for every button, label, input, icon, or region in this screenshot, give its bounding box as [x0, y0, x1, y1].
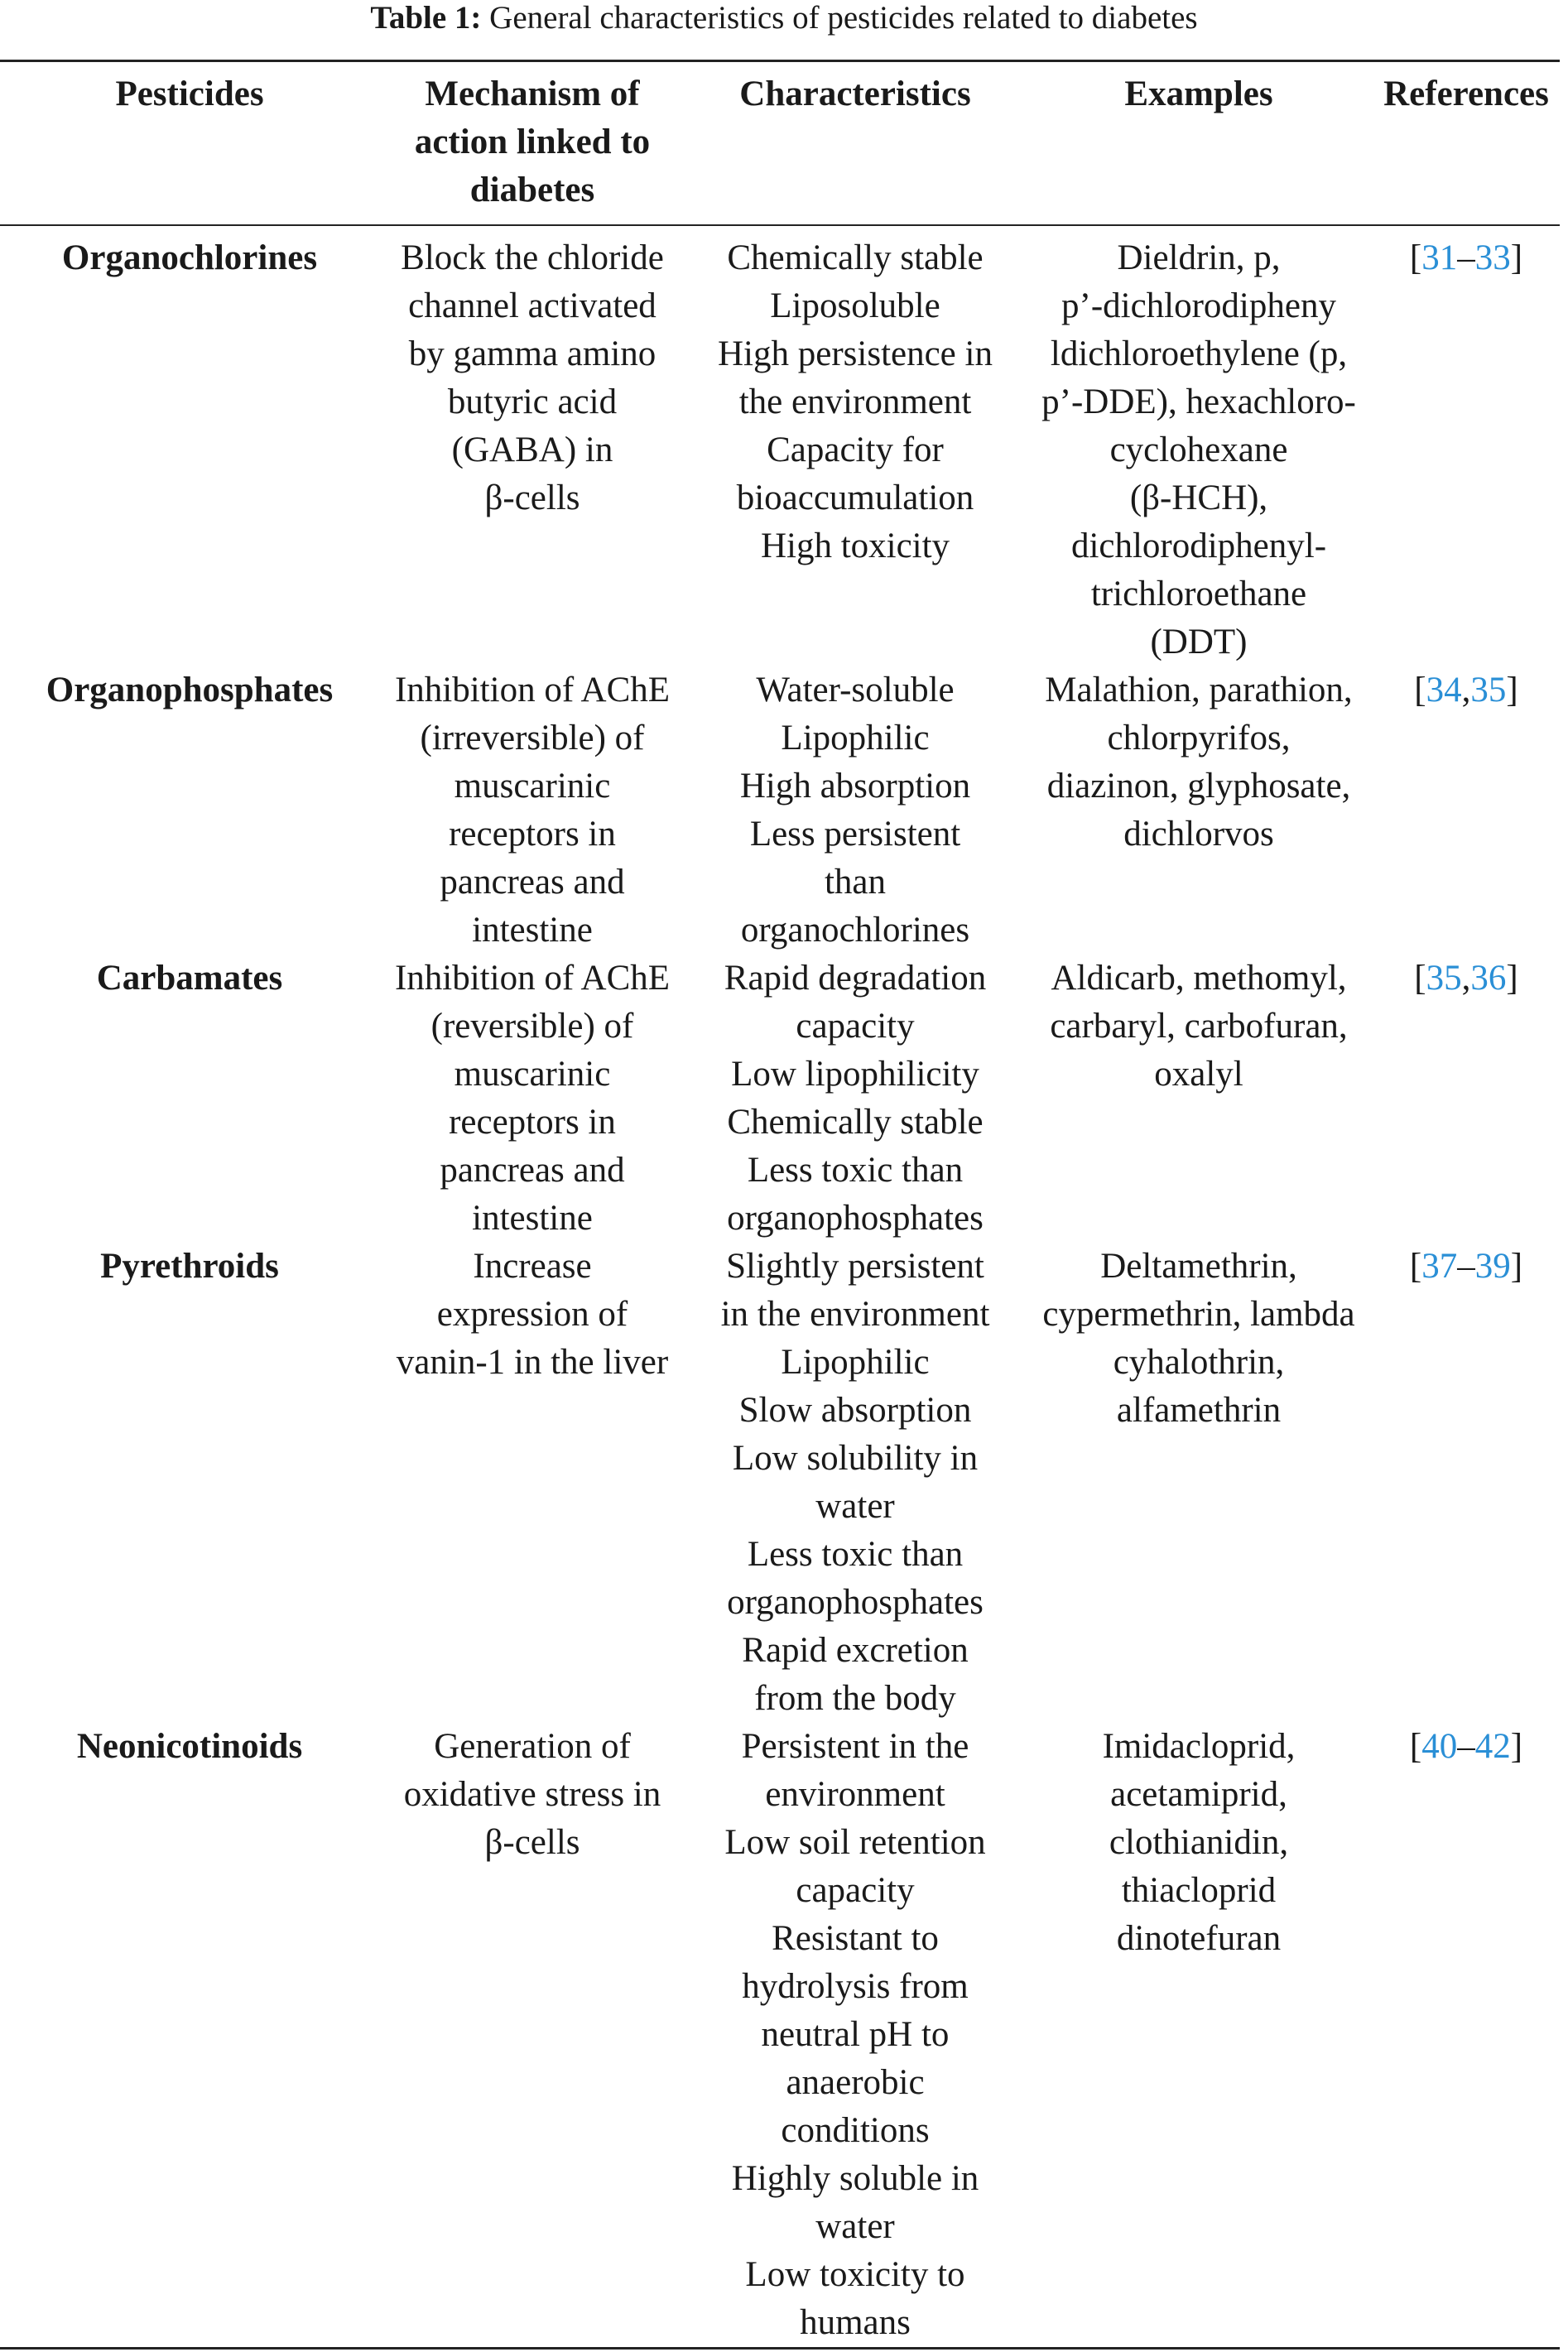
characteristics-line: the environment — [738, 382, 972, 421]
mechanism-line: butyric acid — [447, 382, 618, 421]
reference-link[interactable]: 36 — [1470, 959, 1507, 998]
references-cell — [1373, 1723, 1560, 2347]
reference-bracket: , — [1461, 959, 1471, 998]
mechanism-line: (GABA) in — [451, 430, 613, 469]
caption-label: Table 1: — [370, 0, 482, 36]
reference-bracket: [ — [1409, 1247, 1422, 1286]
examples-cell — [1025, 1723, 1373, 2347]
characteristics-line: Water-soluble — [756, 671, 955, 709]
mechanism-line: pancreas and — [440, 863, 625, 902]
table-caption — [0, 0, 1568, 36]
examples-line: carbaryl, carbofuran, — [1050, 1007, 1348, 1046]
header-references: References — [1383, 75, 1549, 113]
reference-link[interactable]: 40 — [1421, 1727, 1458, 1766]
mechanism-line: receptors in — [449, 1103, 616, 1142]
characteristics-line: environment — [765, 1775, 945, 1814]
reference-bracket: , — [1461, 671, 1471, 709]
examples-line: clothianidin, — [1109, 1823, 1289, 1862]
mechanism-cell — [379, 1243, 685, 1723]
characteristics-line: Lipophilic — [781, 719, 930, 758]
characteristics-cell — [685, 1243, 1025, 1723]
characteristics-line: conditions — [781, 2111, 930, 2150]
characteristics-line: Liposoluble — [770, 286, 940, 325]
mechanism-line: (irreversible) of — [420, 719, 645, 758]
mechanism-line: Block the chloride — [401, 238, 664, 277]
mechanism-line: vanin-1 in the liver — [396, 1343, 669, 1382]
reference-link[interactable]: 42 — [1474, 1727, 1511, 1766]
mechanism-line: expression of — [436, 1295, 628, 1334]
reference-bracket: [ — [1409, 238, 1422, 277]
characteristics-line: Slightly persistent — [726, 1247, 984, 1286]
reference-bracket: – — [1457, 1727, 1475, 1766]
characteristics-line: Capacity for — [767, 430, 944, 469]
reference-bracket: ] — [1510, 1247, 1523, 1286]
examples-line: thiacloprid — [1121, 1871, 1277, 1910]
examples-line: Malathion, parathion, — [1045, 671, 1353, 709]
mechanism-line: (reversible) of — [430, 1007, 634, 1046]
pesticide-name: Carbamates — [96, 959, 283, 998]
characteristics-line: Chemically stable — [727, 238, 984, 277]
examples-cell — [1025, 1243, 1373, 1723]
characteristics-line: High persistence in — [718, 334, 993, 373]
reference-link[interactable]: 34 — [1426, 671, 1462, 709]
examples-line: ldichloroethylene (p, — [1050, 334, 1348, 373]
characteristics-line: Resistant to — [772, 1919, 939, 1958]
characteristics-line: Persistent in the — [741, 1727, 969, 1766]
examples-cell — [1025, 666, 1373, 955]
characteristics-line: Low lipophilicity — [731, 1055, 979, 1094]
mechanism-line: Inhibition of AChE — [394, 671, 671, 709]
reference-link[interactable]: 35 — [1470, 671, 1507, 709]
characteristics-cell — [685, 955, 1025, 1243]
reference-link[interactable]: 31 — [1421, 238, 1458, 277]
mechanism-line: channel activated — [408, 286, 657, 325]
examples-line: alfamethrin — [1116, 1391, 1282, 1430]
table-row — [0, 666, 1560, 955]
reference-bracket: [ — [1409, 1727, 1422, 1766]
reference-bracket: [ — [1414, 671, 1426, 709]
characteristics-line: water — [815, 2207, 895, 2246]
mechanism-line: intestine — [472, 1199, 593, 1238]
examples-line: p’-DDE), hexachloro- — [1041, 382, 1356, 421]
characteristics-cell — [685, 666, 1025, 955]
characteristics-line: than — [824, 863, 887, 902]
mechanism-line: by gamma amino — [408, 334, 657, 373]
mechanism-line: β-cells — [484, 479, 580, 517]
characteristics-line: organochlorines — [740, 911, 970, 950]
examples-cell — [1025, 955, 1373, 1243]
mechanism-line: Inhibition of AChE — [394, 959, 671, 998]
examples-line: chlorpyrifos, — [1107, 719, 1291, 758]
characteristics-line: bioaccumulation — [736, 479, 974, 517]
reference-bracket: [ — [1414, 959, 1426, 998]
pesticide-name: Neonicotinoids — [76, 1727, 303, 1766]
mechanism-line: muscarinic — [454, 767, 611, 806]
characteristics-line: neutral pH to — [761, 2015, 950, 2054]
table-row — [0, 955, 1560, 1243]
pesticide-name: Organophosphates — [46, 671, 334, 709]
examples-line: Aldicarb, methomyl, — [1051, 959, 1347, 998]
characteristics-line: Slow absorption — [738, 1391, 972, 1430]
mechanism-cell — [379, 225, 685, 666]
header-pesticides: Pesticides — [115, 75, 264, 113]
reference-bracket: ] — [1510, 1727, 1523, 1766]
examples-line: diazinon, glyphosate, — [1046, 767, 1351, 806]
mechanism-line: muscarinic — [454, 1055, 611, 1094]
table-row — [0, 225, 1560, 666]
characteristics-line: Rapid degradation — [724, 959, 987, 998]
mechanism-line: receptors in — [449, 815, 616, 854]
mechanism-line: pancreas and — [440, 1151, 625, 1190]
reference-link[interactable]: 37 — [1421, 1247, 1458, 1286]
mechanism-cell — [379, 666, 685, 955]
examples-line: trichloroethane — [1090, 575, 1307, 613]
references-cell — [1373, 955, 1560, 1243]
pesticide-name: Pyrethroids — [100, 1247, 279, 1286]
characteristics-line: Chemically stable — [727, 1103, 984, 1142]
header-examples: Examples — [1124, 75, 1273, 113]
examples-line: p’-dichlorodipheny — [1061, 286, 1336, 325]
characteristics-line: humans — [800, 2303, 911, 2342]
characteristics-cell — [685, 1723, 1025, 2347]
examples-line: Dieldrin, p, — [1117, 238, 1281, 277]
reference-bracket: ] — [1506, 671, 1518, 709]
examples-line: cypermethrin, lambda — [1042, 1295, 1355, 1334]
reference-bracket: – — [1457, 238, 1475, 277]
reference-link[interactable]: 33 — [1474, 238, 1511, 277]
table-header-row — [0, 62, 1560, 225]
mechanism-cell — [379, 1723, 685, 2347]
reference-bracket: ] — [1510, 238, 1523, 277]
characteristics-line: organophosphates — [727, 1583, 984, 1622]
examples-line: Deltamethrin, — [1100, 1247, 1297, 1286]
characteristics-line: water — [815, 1487, 895, 1526]
references-cell — [1373, 666, 1560, 955]
header-mechanism: Mechanism of action linked to diabetes — [414, 75, 651, 209]
characteristics-line: High toxicity — [760, 527, 950, 565]
characteristics-line: in the environment — [720, 1295, 990, 1334]
reference-bracket: – — [1457, 1247, 1475, 1286]
characteristics-line: hydrolysis from — [742, 1967, 969, 2006]
characteristics-line: Highly soluble in — [731, 2159, 979, 2198]
examples-line: oxalyl — [1154, 1055, 1243, 1094]
examples-line: Imidacloprid, — [1102, 1727, 1296, 1766]
examples-line: (DDT) — [1150, 623, 1248, 661]
mechanism-line: oxidative stress in — [403, 1775, 661, 1814]
mechanism-line: Generation of — [434, 1727, 631, 1766]
examples-line: dichlorodiphenyl- — [1070, 527, 1327, 565]
characteristics-line: Less toxic than — [747, 1151, 964, 1190]
characteristics-line: Low soil retention — [724, 1823, 986, 1862]
characteristics-line: High absorption — [739, 767, 971, 806]
characteristics-line: Low toxicity to — [745, 2255, 965, 2294]
examples-line: dichlorvos — [1123, 815, 1274, 854]
mechanism-line: intestine — [472, 911, 593, 950]
reference-bracket: ] — [1506, 959, 1518, 998]
caption-text: General characteristics of pesticides related to diabetes — [489, 0, 1198, 36]
mechanism-line: Increase — [473, 1247, 592, 1286]
pesticides-table — [0, 60, 1560, 2350]
examples-line: cyhalothrin, — [1113, 1343, 1285, 1382]
characteristics-line: organophosphates — [727, 1199, 984, 1238]
references-cell — [1373, 1243, 1560, 1723]
table-row — [0, 1723, 1560, 2347]
examples-line: dinotefuran — [1116, 1919, 1282, 1958]
header-characteristics: Characteristics — [739, 75, 971, 113]
characteristics-line: Less persistent — [749, 815, 961, 854]
mechanism-cell — [379, 955, 685, 1243]
characteristics-line: Less toxic than — [747, 1535, 964, 1574]
examples-line: cyclohexane — [1109, 430, 1288, 469]
examples-cell — [1025, 225, 1373, 666]
characteristics-cell — [685, 225, 1025, 666]
mechanism-line: β-cells — [484, 1823, 580, 1862]
characteristics-line: Low solubility in — [732, 1439, 979, 1478]
characteristics-line: capacity — [796, 1871, 915, 1910]
table-row — [0, 1243, 1560, 1723]
pesticide-name: Organochlorines — [61, 238, 318, 277]
characteristics-line: from the body — [754, 1679, 956, 1718]
characteristics-line: Rapid excretion — [742, 1631, 969, 1670]
reference-link[interactable]: 39 — [1474, 1247, 1511, 1286]
characteristics-line: capacity — [796, 1007, 915, 1046]
characteristics-line: anaerobic — [786, 2063, 925, 2102]
characteristics-line: Lipophilic — [781, 1343, 930, 1382]
references-cell — [1373, 225, 1560, 666]
examples-line: acetamiprid, — [1110, 1775, 1287, 1814]
examples-line: (β-HCH), — [1129, 479, 1268, 517]
reference-link[interactable]: 35 — [1426, 959, 1462, 998]
